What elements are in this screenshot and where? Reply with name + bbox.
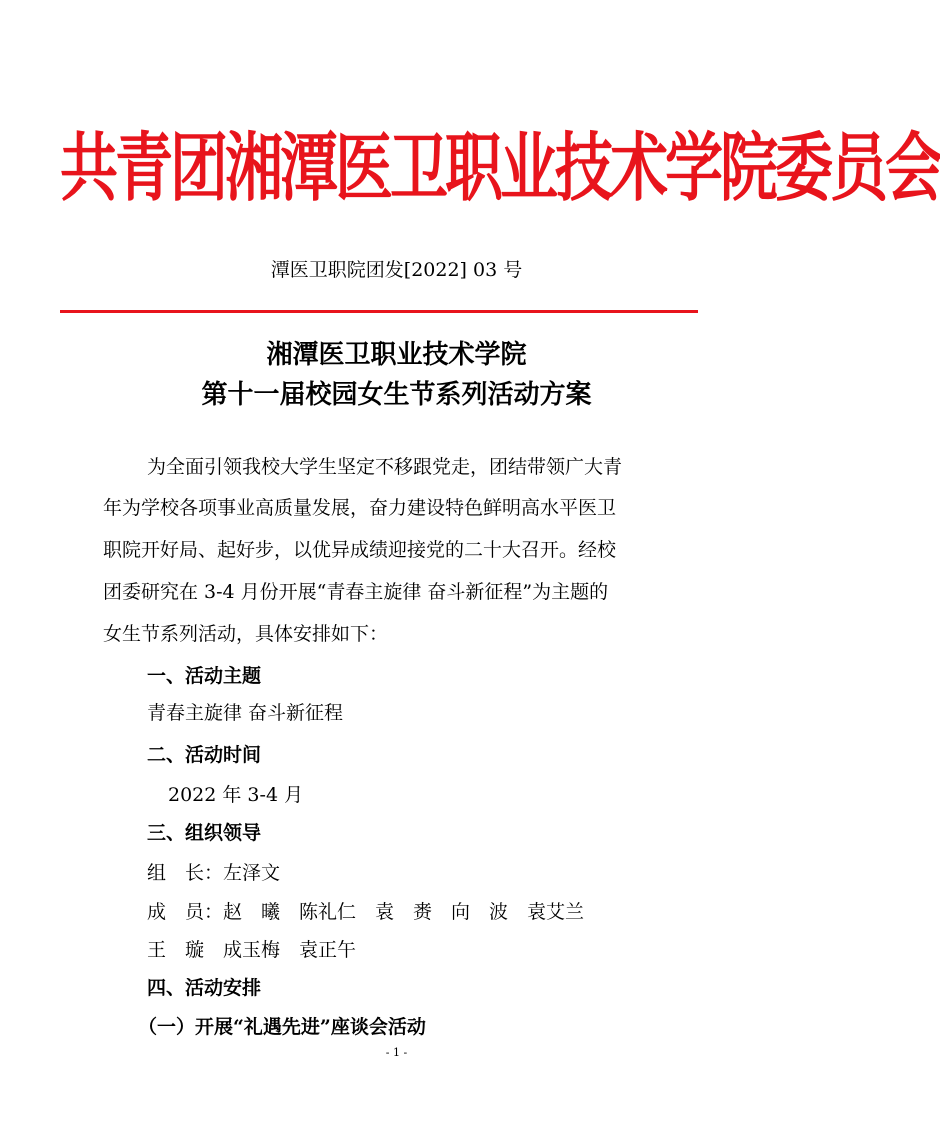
time-text: 2022 年 3-4 月 [168, 784, 304, 806]
section-heading-arrangement: 四、活动安排 [147, 977, 262, 999]
members-line-1: 成 员：赵 曦 陈礼仁 袁 赉 向 波 袁艾兰 [147, 901, 585, 923]
masthead-title: 共青团湘潭医卫职业技术学院委员会 [60, 124, 940, 212]
leader-line: 组 长：左泽文 [147, 862, 281, 884]
section-heading-time: 二、活动时间 [147, 744, 262, 766]
intro-line-3: 职院开好局、起好步，以优异成绩迎接党的二十大召开。经校 [103, 539, 617, 561]
section-heading-theme: 一、活动主题 [147, 665, 262, 687]
subsection-heading-1: （一）开展“礼遇先进”座谈会活动 [138, 1016, 426, 1038]
intro-line-2: 年为学校各项事业高质量发展，奋力建设特色鲜明高水平医卫 [103, 497, 617, 519]
theme-text: 青春主旋律 奋斗新征程 [147, 702, 344, 724]
members-line-2: 王 璇 成玉梅 袁正午 [147, 939, 357, 961]
red-divider [60, 310, 698, 313]
document-title-line-1: 湘潭医卫职业技术学院 [266, 340, 527, 370]
page-number: - 1 - [385, 1046, 408, 1059]
document-title-line-2: 第十一届校园女生节系列活动方案 [201, 380, 592, 410]
intro-line-4: 团委研究在 3-4 月份开展“青春主旋律 奋斗新征程”为主题的 [103, 581, 609, 603]
intro-line-5: 女生节系列活动，具体安排如下： [103, 623, 389, 645]
document-number: 潭医卫职院团发[2022] 03 号 [270, 259, 523, 281]
section-heading-leadership: 三、组织领导 [147, 822, 262, 844]
intro-line-1: 为全面引领我校大学生坚定不移跟党走，团结带领广大青 [147, 456, 623, 478]
